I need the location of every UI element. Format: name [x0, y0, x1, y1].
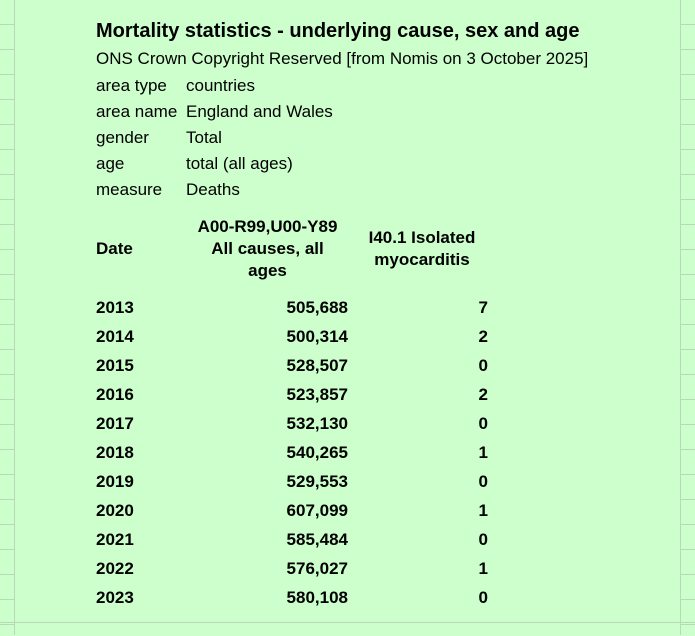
meta-value: countries	[186, 76, 255, 95]
cell-date: 2022	[96, 559, 134, 578]
source-note: ONS Crown Copyright Reserved [from Nomis on 3 October 2025]	[96, 49, 589, 68]
table-row	[0, 472, 695, 496]
table-row	[0, 530, 695, 554]
column-header-myocarditis	[357, 227, 487, 271]
cell-myocarditis: 0	[478, 414, 488, 433]
meta-value: total (all ages)	[186, 154, 293, 173]
cell-date: 2016	[96, 385, 134, 404]
cell-myocarditis: 2	[478, 327, 488, 346]
cell-date: 2020	[96, 501, 134, 520]
table-row	[0, 414, 695, 438]
header-line: A00-R99,U00-Y89	[197, 217, 338, 236]
cell-all-causes: 540,265	[286, 443, 348, 462]
header-line: All causes, all	[211, 239, 324, 258]
cell-date: 2019	[96, 472, 134, 491]
meta-value: Deaths	[186, 180, 240, 199]
cell-all-causes: 580,108	[286, 588, 348, 607]
cell-myocarditis: 0	[478, 472, 488, 491]
cell-date: 2015	[96, 356, 134, 375]
table-row	[0, 443, 695, 467]
header-line: myocarditis	[374, 250, 470, 269]
cell-all-causes: 505,688	[286, 298, 348, 317]
meta-key: area name	[96, 102, 178, 121]
cell-date: 2017	[96, 414, 134, 433]
cell-all-causes: 532,130	[286, 414, 348, 433]
table-row	[0, 588, 695, 612]
cell-myocarditis: 2	[478, 385, 488, 404]
header-line: I40.1 Isolated	[368, 228, 476, 247]
cell-date: 2013	[96, 298, 134, 317]
cell-myocarditis: 1	[478, 559, 488, 578]
meta-key: measure	[96, 180, 163, 199]
cell-date: 2014	[96, 327, 134, 346]
table-row	[0, 385, 695, 409]
cell-myocarditis: 1	[478, 501, 488, 520]
table-row	[0, 559, 695, 583]
cell-myocarditis: 0	[478, 356, 488, 375]
cell-all-causes: 585,484	[286, 530, 348, 549]
spreadsheet-gridline-bottom	[0, 622, 695, 636]
meta-key: gender	[96, 128, 149, 147]
cell-all-causes: 500,314	[286, 327, 348, 346]
cell-date: 2021	[96, 530, 134, 549]
meta-key: age	[96, 154, 125, 173]
table-row	[0, 327, 695, 351]
cell-all-causes: 529,553	[286, 472, 348, 491]
cell-myocarditis: 7	[478, 298, 488, 317]
cell-date: 2018	[96, 443, 134, 462]
cell-all-causes: 528,507	[286, 356, 348, 375]
cell-all-causes: 523,857	[286, 385, 348, 404]
column-header-all-causes	[180, 216, 355, 282]
cell-myocarditis: 0	[478, 530, 488, 549]
meta-value: Total	[186, 128, 222, 147]
cell-myocarditis: 1	[478, 443, 488, 462]
cell-all-causes: 607,099	[286, 501, 348, 520]
cell-all-causes: 576,027	[286, 559, 348, 578]
table-row	[0, 501, 695, 525]
table-row	[0, 356, 695, 380]
header-line: ages	[248, 261, 287, 280]
cell-date: 2023	[96, 588, 134, 607]
table-row	[0, 298, 695, 322]
column-header-date: Date	[96, 239, 133, 258]
meta-value: England and Wales	[186, 102, 333, 121]
page-title: Mortality statistics - underlying cause, sex and age	[96, 20, 580, 42]
meta-key: area type	[96, 76, 167, 95]
cell-myocarditis: 0	[478, 588, 488, 607]
